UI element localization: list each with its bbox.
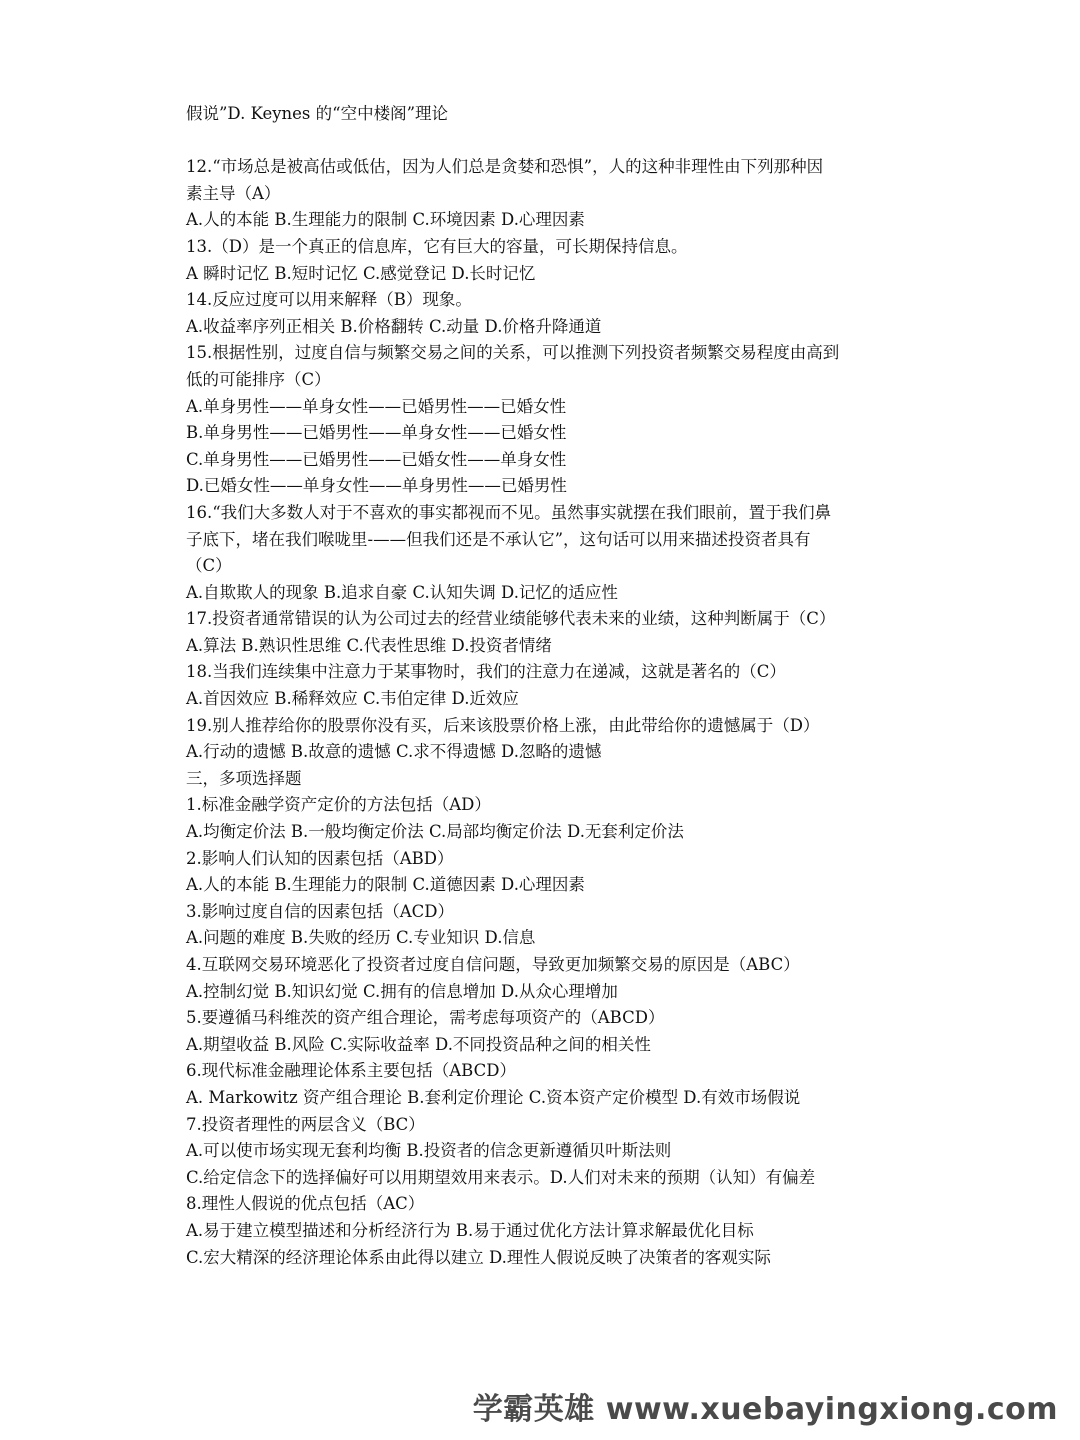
options-line: A.期望收益 B.风险 C.实际收益率 D.不同投资品种之间的相关性 xyxy=(186,1034,651,1054)
section-heading: 三，多项选择题 xyxy=(186,768,302,788)
question-17: 17.投资者通常错误的认为公司过去的经营业绩能够代表未来的业绩，这种判断属于（C） xyxy=(186,609,836,629)
options-line: A.算法 B.熟识性思维 C.代表性思维 D.投资者情绪 xyxy=(186,635,552,655)
options-line: A.人的本能 B.生理能力的限制 C.环境因素 D.心理因素 xyxy=(186,210,585,230)
text-line: 素主导（A） xyxy=(186,183,281,203)
options-line: A.可以使市场实现无套利均衡 B.投资者的信念更新遵循贝叶斯法则 xyxy=(186,1141,672,1161)
options-line: A.首因效应 B.稀释效应 C.韦伯定律 D.近效应 xyxy=(186,689,519,709)
site-watermark: 学霸英雄 www.xuebayingxiong.com xyxy=(472,1392,1058,1427)
question-12: 12.“市场总是被高估或低估，因为人们总是贪婪和恐惧”，人的这种非理性由下列那种因 xyxy=(186,157,824,177)
options-line: A.控制幻觉 B.知识幻觉 C.拥有的信息增加 D.从众心理增加 xyxy=(186,981,618,1001)
text-line: （C） xyxy=(186,556,232,576)
options-line: D.已婚女性——单身女性——单身男性——已婚男性 xyxy=(186,476,567,496)
question-18: 18.当我们连续集中注意力于某事物时，我们的注意力在递减，这就是著名的（C） xyxy=(186,662,786,682)
options-line: A.收益率序列正相关 B.价格翻转 C.动量 D.价格升降通道 xyxy=(186,316,602,336)
mc-question-6: 6.现代标准金融理论体系主要包括（ABCD） xyxy=(186,1061,516,1081)
mc-question-4: 4.互联网交易环境恶化了投资者过度自信问题，导致更加频繁交易的原因是（ABC） xyxy=(186,955,800,974)
text-line: 子底下，堵在我们喉咙里-——但我们还是不承认它”，这句话可以用来描述投资者具有 xyxy=(186,529,811,549)
mc-question-8: 8.理性人假说的优点包括（AC） xyxy=(186,1194,425,1214)
blank-line xyxy=(186,128,906,155)
question-14: 14.反应过度可以用来解释（B）现象。 xyxy=(186,290,472,310)
options-line: A 瞬时记忆 B.短时记忆 C.感觉登记 D.长时记忆 xyxy=(186,263,536,283)
document-body xyxy=(186,101,906,1271)
question-19: 19.别人推荐给你的股票你没有买，后来该股票价格上涨，由此带给你的遗憾属于（D） xyxy=(186,715,820,735)
options-line: C.宏大精深的经济理论体系由此得以建立 D.理性人假说反映了决策者的客观实际 xyxy=(186,1247,771,1267)
options-line: A.易于建立模型描述和分析经济行为 B.易于通过优化方法计算求解最优化目标 xyxy=(186,1220,754,1240)
question-16: 16.“我们大多数人对于不喜欢的事实都视而不见。虽然事实就摆在我们眼前，置于我们鼻 xyxy=(186,502,832,522)
question-15: 15.根据性别，过度自信与频繁交易之间的关系，可以推测下列投资者频繁交易程度由高到 xyxy=(186,343,840,363)
question-13: 13.（D）是一个真正的信息库，它有巨大的容量，可长期保持信息。 xyxy=(186,236,688,256)
mc-question-3: 3.影响过度自信的因素包括（ACD） xyxy=(186,901,455,921)
options-line: C.单身男性——已婚男性——已婚女性——单身女性 xyxy=(186,449,567,469)
text-line: 假说”D. Keynes 的“空中楼阁”理论 xyxy=(186,104,449,123)
mc-question-1: 1.标准金融学资产定价的方法包括（AD） xyxy=(186,795,491,815)
mc-question-2: 2.影响人们认知的因素包括（ABD） xyxy=(186,848,454,868)
text-line: 低的可能排序（C） xyxy=(186,369,331,389)
options-line: A.单身男性——单身女性——已婚男性——已婚女性 xyxy=(186,396,567,416)
options-line: A. Markowitz 资产组合理论 B.套利定价理论 C.资本资产定价模型 D.有效市场假说 xyxy=(186,1087,801,1107)
mc-question-7: 7.投资者理性的两层含义（BC） xyxy=(186,1114,425,1134)
options-line: C.给定信念下的选择偏好可以用期望效用来表示。D.人们对未来的预期（认知）有偏差 xyxy=(186,1167,816,1187)
options-line: B.单身男性——已婚男性——单身女性——已婚女性 xyxy=(186,423,567,443)
options-line: A.问题的难度 B.失败的经历 C.专业知识 D.信息 xyxy=(186,928,536,948)
options-line: A.均衡定价法 B.一般均衡定价法 C.局部均衡定价法 D.无套利定价法 xyxy=(186,822,684,842)
options-line: A.自欺欺人的现象 B.追求自豪 C.认知失调 D.记忆的适应性 xyxy=(186,582,618,602)
options-line: A.人的本能 B.生理能力的限制 C.道德因素 D.心理因素 xyxy=(186,875,585,895)
options-line: A.行动的遗憾 B.故意的遗憾 C.求不得遗憾 D.忽略的遗憾 xyxy=(186,742,602,762)
mc-question-5: 5.要遵循马科维茨的资产组合理论，需考虑每项资产的（ABCD） xyxy=(186,1008,665,1028)
